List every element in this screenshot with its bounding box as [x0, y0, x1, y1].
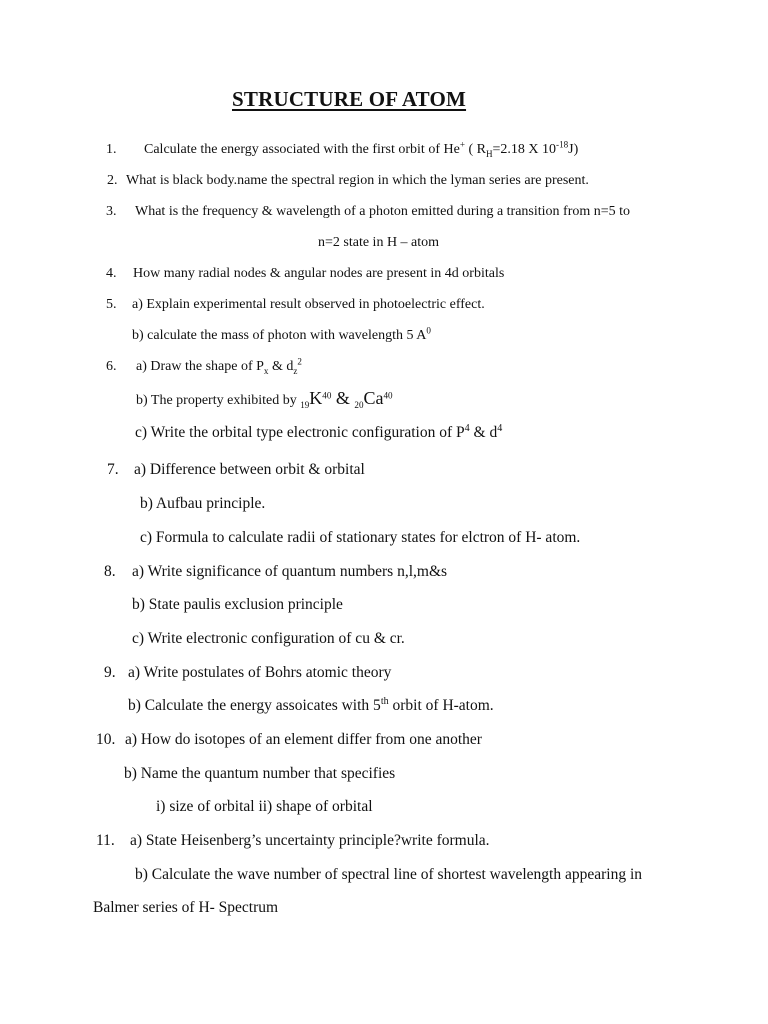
- element-symbol: Ca: [363, 388, 384, 408]
- question-3: [106, 203, 630, 221]
- question-6-part-a-mid: & d: [268, 359, 294, 374]
- subscript: x: [263, 365, 269, 376]
- question-4-text: How many radial nodes & angular nodes are present in 4d orbitals: [133, 266, 505, 281]
- question-6-part-c-text: c) Write the orbital type electronic configuration of P: [135, 424, 465, 441]
- question-6-part-c: [135, 424, 502, 442]
- question-number: 5.: [106, 297, 117, 312]
- question-7: [107, 461, 365, 479]
- question-4: [106, 265, 504, 283]
- question-number: 4.: [106, 266, 117, 281]
- question-number: 8.: [104, 563, 116, 580]
- question-9-part-a: a) Write postulates of Bohrs atomic theory: [128, 664, 392, 681]
- question-1: [106, 141, 578, 159]
- subscript: 19: [300, 399, 310, 410]
- exponent: -18: [556, 139, 569, 150]
- question-11-part-b: b) Calculate the wave number of spectral line of shortest wavelength appearing in: [135, 866, 643, 883]
- superscript: 4: [464, 422, 470, 434]
- question-1-text-c: =2.18 X 10: [492, 142, 557, 157]
- question-8-part-b: b) State paulis exclusion principle: [132, 596, 343, 613]
- question-2-text: What is black body.name the spectral region in which the lyman series are present.: [126, 173, 589, 188]
- question-5-part-b-text: b) calculate the mass of photon with wavelength 5 A: [132, 328, 427, 343]
- question-1-text-b: ( R: [464, 142, 486, 157]
- question-number: 3.: [106, 204, 117, 219]
- subscript: H: [485, 148, 493, 159]
- question-10: [96, 731, 482, 749]
- question-6-part-b: [136, 389, 393, 410]
- subscript: z: [293, 365, 298, 376]
- superscript: +: [459, 139, 465, 150]
- superscript: 0: [426, 325, 431, 336]
- question-11: [96, 832, 490, 850]
- question-1-text: Calculate the energy associated with the first orbit of He: [144, 142, 460, 157]
- superscript: 2: [297, 356, 302, 367]
- question-2: [107, 172, 589, 190]
- superscript: th: [380, 695, 389, 707]
- question-5-part-a: a) Explain experimental result observed in photoelectric effect.: [132, 297, 485, 312]
- question-8-part-c: c) Write electronic configuration of cu & cr.: [132, 630, 405, 647]
- question-7-part-b: b) Aufbau principle.: [140, 495, 266, 512]
- question-6-part-b-text: b) The property exhibited by: [136, 393, 301, 408]
- question-number: 9.: [104, 664, 116, 681]
- question-3-continuation: n=2 state in H – atom: [318, 235, 440, 250]
- question-9-part-b-text: b) Calculate the energy assoicates with 5: [128, 697, 381, 714]
- question-6: [106, 358, 302, 376]
- question-9-part-b-end: orbit of H-atom.: [388, 697, 494, 714]
- question-9: [104, 664, 391, 682]
- question-5: [106, 296, 485, 314]
- question-1-text-d: J): [568, 142, 579, 157]
- superscript: 40: [322, 390, 332, 401]
- question-10-part-b: b) Name the quantum number that specifies: [124, 765, 396, 782]
- question-10-part-a: a) How do isotopes of an element differ from one another: [125, 731, 482, 748]
- element-symbol: K: [309, 388, 323, 408]
- question-6-part-c-mid: & d: [469, 424, 498, 441]
- question-11-continuation: Balmer series of H- Spectrum: [93, 899, 279, 916]
- question-number: 6.: [106, 359, 117, 374]
- question-3-text: What is the frequency & wavelength of a photon emitted during a transition from n=5 to: [135, 204, 631, 219]
- question-11-part-a: a) State Heisenberg’s uncertainty principle?write formula.: [130, 832, 490, 849]
- ampersand: &: [331, 388, 355, 408]
- page-title: STRUCTURE OF ATOM: [232, 87, 467, 111]
- question-10-sub-parts: i) size of orbital ii) shape of orbital: [156, 798, 373, 815]
- question-6-part-a: a) Draw the shape of P: [136, 359, 264, 374]
- superscript: 40: [383, 390, 393, 401]
- question-7-part-a: a) Difference between orbit & orbital: [134, 461, 365, 478]
- subscript: 20: [354, 399, 364, 410]
- question-number: 7.: [107, 461, 119, 478]
- question-number: 10.: [96, 731, 116, 748]
- question-5-part-b: [132, 327, 431, 345]
- superscript: 4: [497, 422, 503, 434]
- question-8-part-a: a) Write significance of quantum numbers n,l,m&s: [132, 563, 448, 580]
- question-number: 1.: [106, 142, 117, 157]
- question-number: 2.: [107, 173, 118, 188]
- question-9-part-b: [128, 697, 494, 715]
- question-8: [104, 563, 447, 581]
- question-number: 11.: [96, 832, 115, 849]
- question-7-part-c: c) Formula to calculate radii of stationary states for elctron of H- atom.: [140, 529, 581, 546]
